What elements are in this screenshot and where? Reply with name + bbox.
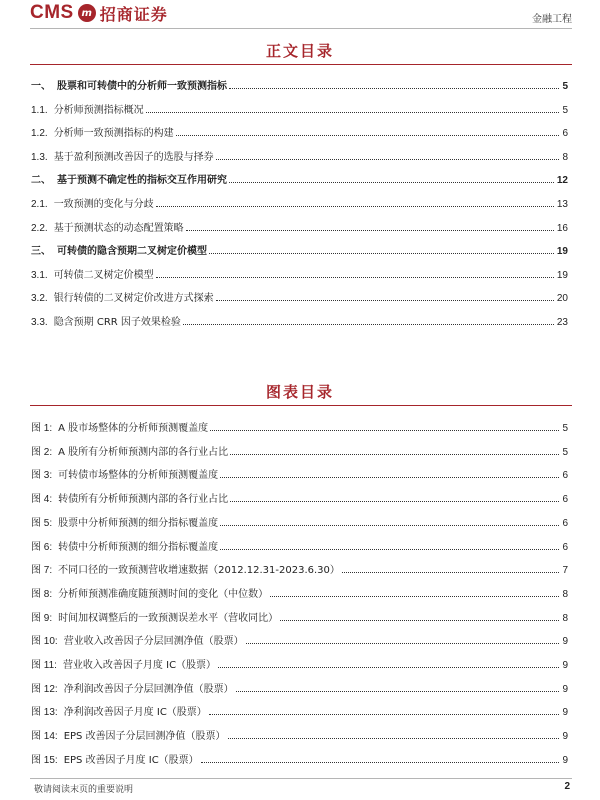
- figures-title-divider: [30, 405, 572, 406]
- entry-number: 2.1.: [31, 199, 48, 210]
- entry-page-number: 9: [562, 683, 568, 695]
- entry-title: [31, 466, 220, 481]
- entry-text: EPS 改善因子分层回测净值（股票）: [63, 731, 226, 743]
- entry-title: [31, 585, 270, 600]
- entry-number: 图 12:: [31, 683, 58, 695]
- report-category: 金融工程: [532, 14, 572, 25]
- entry-number: 3.2.: [31, 293, 48, 305]
- entry-text: 分析师预测指标概况: [53, 104, 144, 116]
- entry-page-number: 5: [562, 423, 568, 434]
- figure-entry[interactable]: [31, 491, 568, 505]
- entry-title: [31, 751, 201, 766]
- entry-page-number: 16: [556, 222, 568, 234]
- logo-badge-icon: m: [78, 4, 96, 22]
- entry-page-number: 6: [562, 494, 568, 506]
- entry-title: [31, 514, 220, 529]
- entry-number: 图 9:: [31, 612, 53, 624]
- entry-page-number: 6: [562, 517, 568, 529]
- entry-title: [31, 266, 156, 281]
- entry-number: 3.1.: [31, 269, 48, 281]
- entry-text: 营业收入改善因子分层回测净值（股票）: [63, 636, 244, 648]
- toc-entry[interactable]: [31, 102, 568, 116]
- entry-number: 1.2.: [31, 128, 48, 140]
- entry-number: 图 13:: [31, 707, 58, 719]
- entry-title: [31, 101, 146, 116]
- entry-text: 时间加权调整后的一致预测误差水平（营收同比）: [58, 612, 279, 624]
- toc-entry[interactable]: [31, 314, 568, 328]
- entry-text: 可转债的隐含预期二叉树定价模型: [57, 246, 207, 258]
- entry-number: 一、: [31, 81, 51, 92]
- toc-entry[interactable]: [31, 243, 568, 257]
- toc-entry[interactable]: [31, 220, 568, 234]
- dot-leader: [209, 253, 554, 254]
- entry-title: [31, 124, 176, 139]
- dot-leader: [230, 454, 559, 455]
- entry-page-number: 9: [562, 731, 568, 743]
- entry-title: [31, 680, 236, 695]
- page-number: 2: [564, 781, 570, 792]
- entry-text: 基于预测不确定性的指标交互作用研究: [57, 175, 227, 187]
- entry-page-number: 8: [562, 588, 568, 600]
- entry-page-number: 8: [562, 612, 568, 624]
- dot-leader: [186, 230, 554, 231]
- entry-page-number: 13: [556, 199, 568, 210]
- entry-text: 分析师一致预测指标的构建: [53, 128, 174, 140]
- entry-page-number: 6: [562, 470, 568, 482]
- entry-number: 图 2:: [31, 446, 53, 458]
- toc-entry[interactable]: [31, 125, 568, 139]
- entry-title: [31, 313, 183, 328]
- entry-title: [31, 609, 280, 624]
- entry-title: [31, 77, 229, 92]
- figure-entry[interactable]: [31, 633, 568, 647]
- toc-entry[interactable]: [31, 78, 568, 92]
- dot-leader: [156, 277, 554, 278]
- toc-title: 正文目录: [265, 42, 334, 60]
- dot-leader: [270, 596, 559, 597]
- entry-number: 图 3:: [31, 470, 53, 482]
- entry-page-number: 9: [562, 754, 568, 766]
- entry-text: A 股市场整体的分析师预测覆盖度: [58, 423, 209, 434]
- company-logo: [30, 2, 168, 24]
- figure-entry[interactable]: [31, 657, 568, 671]
- entry-page-number: 9: [562, 660, 568, 671]
- figure-entry[interactable]: [31, 586, 568, 600]
- dot-leader: [220, 525, 559, 526]
- entry-page-number: 9: [562, 707, 568, 719]
- entry-text: 净利润改善因子月度 IC（股票）: [63, 707, 207, 719]
- entry-title: [31, 419, 210, 434]
- dot-leader: [229, 88, 559, 89]
- figures-title: 图表目录: [265, 383, 334, 401]
- entry-page-number: 19: [556, 269, 568, 281]
- entry-page-number: 9: [562, 636, 568, 648]
- figure-entry[interactable]: [31, 752, 568, 766]
- entry-number: 1.1.: [31, 104, 48, 116]
- entry-text: 转债所有分析师预测内部的各行业占比: [58, 494, 229, 506]
- entry-text: 可转债市场整体的分析师预测覆盖度: [58, 470, 219, 482]
- entry-text: 营业收入改善因子月度 IC（股票）: [62, 660, 217, 671]
- toc-entry[interactable]: [31, 196, 568, 210]
- entry-title: [31, 219, 186, 234]
- entry-number: 图 7:: [31, 565, 53, 577]
- entry-text: 基于预测状态的动态配置策略: [53, 222, 184, 234]
- entry-number: 图 10:: [31, 636, 58, 648]
- entry-number: 图 5:: [31, 517, 53, 529]
- figure-entry[interactable]: [31, 515, 568, 529]
- entry-text: 一致预测的变化与分歧: [53, 199, 154, 210]
- dot-leader: [201, 762, 560, 763]
- entry-text: 不同口径的一致预测营收增速数据（2012.12.31-2023.6.30）: [58, 565, 340, 577]
- entry-title: [31, 289, 216, 304]
- entry-number: 二、: [31, 175, 51, 187]
- entry-title: [31, 538, 220, 553]
- dot-leader: [228, 738, 560, 739]
- entry-text: 股票中分析师预测的细分指标覆盖度: [58, 517, 219, 529]
- entry-number: 图 4:: [31, 494, 53, 506]
- entry-title: [31, 632, 246, 647]
- figure-entry[interactable]: [31, 681, 568, 695]
- toc-entry[interactable]: [31, 149, 568, 163]
- page-header: [30, 0, 572, 28]
- dot-leader: [220, 549, 559, 550]
- entry-title: [31, 242, 209, 257]
- entry-title: [31, 195, 156, 210]
- entry-page-number: 5: [562, 446, 568, 458]
- entry-text: 股票和可转债中的分析师一致预测指标: [57, 81, 227, 92]
- entry-title: [31, 656, 218, 671]
- entry-text: 银行转债的二叉树定价改进方式探索: [53, 293, 214, 305]
- dot-leader: [342, 572, 560, 573]
- figure-entry[interactable]: [31, 420, 568, 434]
- dot-leader: [183, 324, 554, 325]
- entry-page-number: 19: [556, 246, 568, 258]
- entry-number: 1.3.: [31, 151, 48, 163]
- entry-title: [31, 148, 216, 163]
- entry-page-number: 12: [556, 175, 568, 187]
- entry-number: 图 14:: [31, 731, 58, 743]
- toc-title-divider: [30, 64, 572, 65]
- entry-title: [31, 561, 342, 576]
- entry-number: 3.3.: [31, 317, 48, 328]
- footer-disclaimer: 敬请阅读末页的重要说明: [34, 785, 134, 795]
- entry-title: [31, 727, 228, 742]
- dot-leader: [176, 135, 560, 136]
- entry-page-number: 7: [562, 565, 568, 577]
- figure-entry[interactable]: [31, 467, 568, 481]
- dot-leader: [216, 300, 554, 301]
- toc-entry[interactable]: [31, 290, 568, 304]
- entry-text: 基于盈利预测改善因子的选股与择券: [53, 151, 214, 163]
- dot-leader: [246, 643, 560, 644]
- dot-leader: [216, 159, 560, 160]
- footer-divider: [30, 778, 572, 779]
- entry-page-number: 23: [556, 317, 568, 328]
- entry-page-number: 5: [562, 104, 568, 116]
- entry-page-number: 6: [562, 541, 568, 553]
- dot-leader: [220, 477, 559, 478]
- entry-text: A 股所有分析师预测内部的各行业占比: [58, 446, 229, 458]
- entry-number: 三、: [31, 246, 51, 258]
- entry-title: [31, 490, 230, 505]
- dot-leader: [156, 206, 554, 207]
- entry-title: [31, 171, 229, 186]
- entry-text: 转债中分析师预测的细分指标覆盖度: [58, 541, 219, 553]
- dot-leader: [280, 620, 559, 621]
- logo-chinese: 招商证券: [99, 4, 168, 24]
- toc-entry[interactable]: [31, 172, 568, 186]
- entry-text: 净利润改善因子分层回测净值（股票）: [63, 683, 234, 695]
- figure-entry[interactable]: [31, 610, 568, 624]
- entry-number: 2.2.: [31, 222, 48, 234]
- figure-entry[interactable]: [31, 704, 568, 718]
- entry-text: 可转债二叉树定价模型: [53, 269, 154, 281]
- dot-leader: [210, 430, 559, 431]
- entry-text: EPS 改善因子月度 IC（股票）: [63, 754, 199, 766]
- entry-number: 图 11:: [31, 660, 57, 671]
- dot-leader: [230, 501, 559, 502]
- figure-entry[interactable]: [31, 444, 568, 458]
- entry-number: 图 6:: [31, 541, 53, 553]
- dot-leader: [146, 112, 560, 113]
- entry-text: 分析师预测准确度随预测时间的变化（中位数）: [58, 588, 269, 600]
- header-divider: [30, 28, 572, 29]
- dot-leader: [209, 714, 560, 715]
- toc-entry[interactable]: [31, 267, 568, 281]
- entry-page-number: 5: [562, 81, 568, 92]
- entry-page-number: 6: [562, 128, 568, 140]
- entry-title: [31, 703, 209, 718]
- figure-entry[interactable]: [31, 539, 568, 553]
- entry-text: 隐含预期 CRR 因子效果检验: [53, 317, 181, 328]
- dot-leader: [218, 667, 559, 668]
- entry-page-number: 20: [556, 293, 568, 305]
- entry-number: 图 15:: [31, 754, 58, 766]
- dot-leader: [229, 182, 554, 183]
- entry-number: 图 1:: [31, 423, 53, 434]
- figure-entry[interactable]: [31, 562, 568, 576]
- entry-title: [31, 443, 230, 458]
- dot-leader: [236, 691, 560, 692]
- logo-latin: CMS: [30, 2, 74, 23]
- figure-entry[interactable]: [31, 728, 568, 742]
- entry-page-number: 8: [562, 151, 568, 163]
- entry-number: 图 8:: [31, 588, 53, 600]
